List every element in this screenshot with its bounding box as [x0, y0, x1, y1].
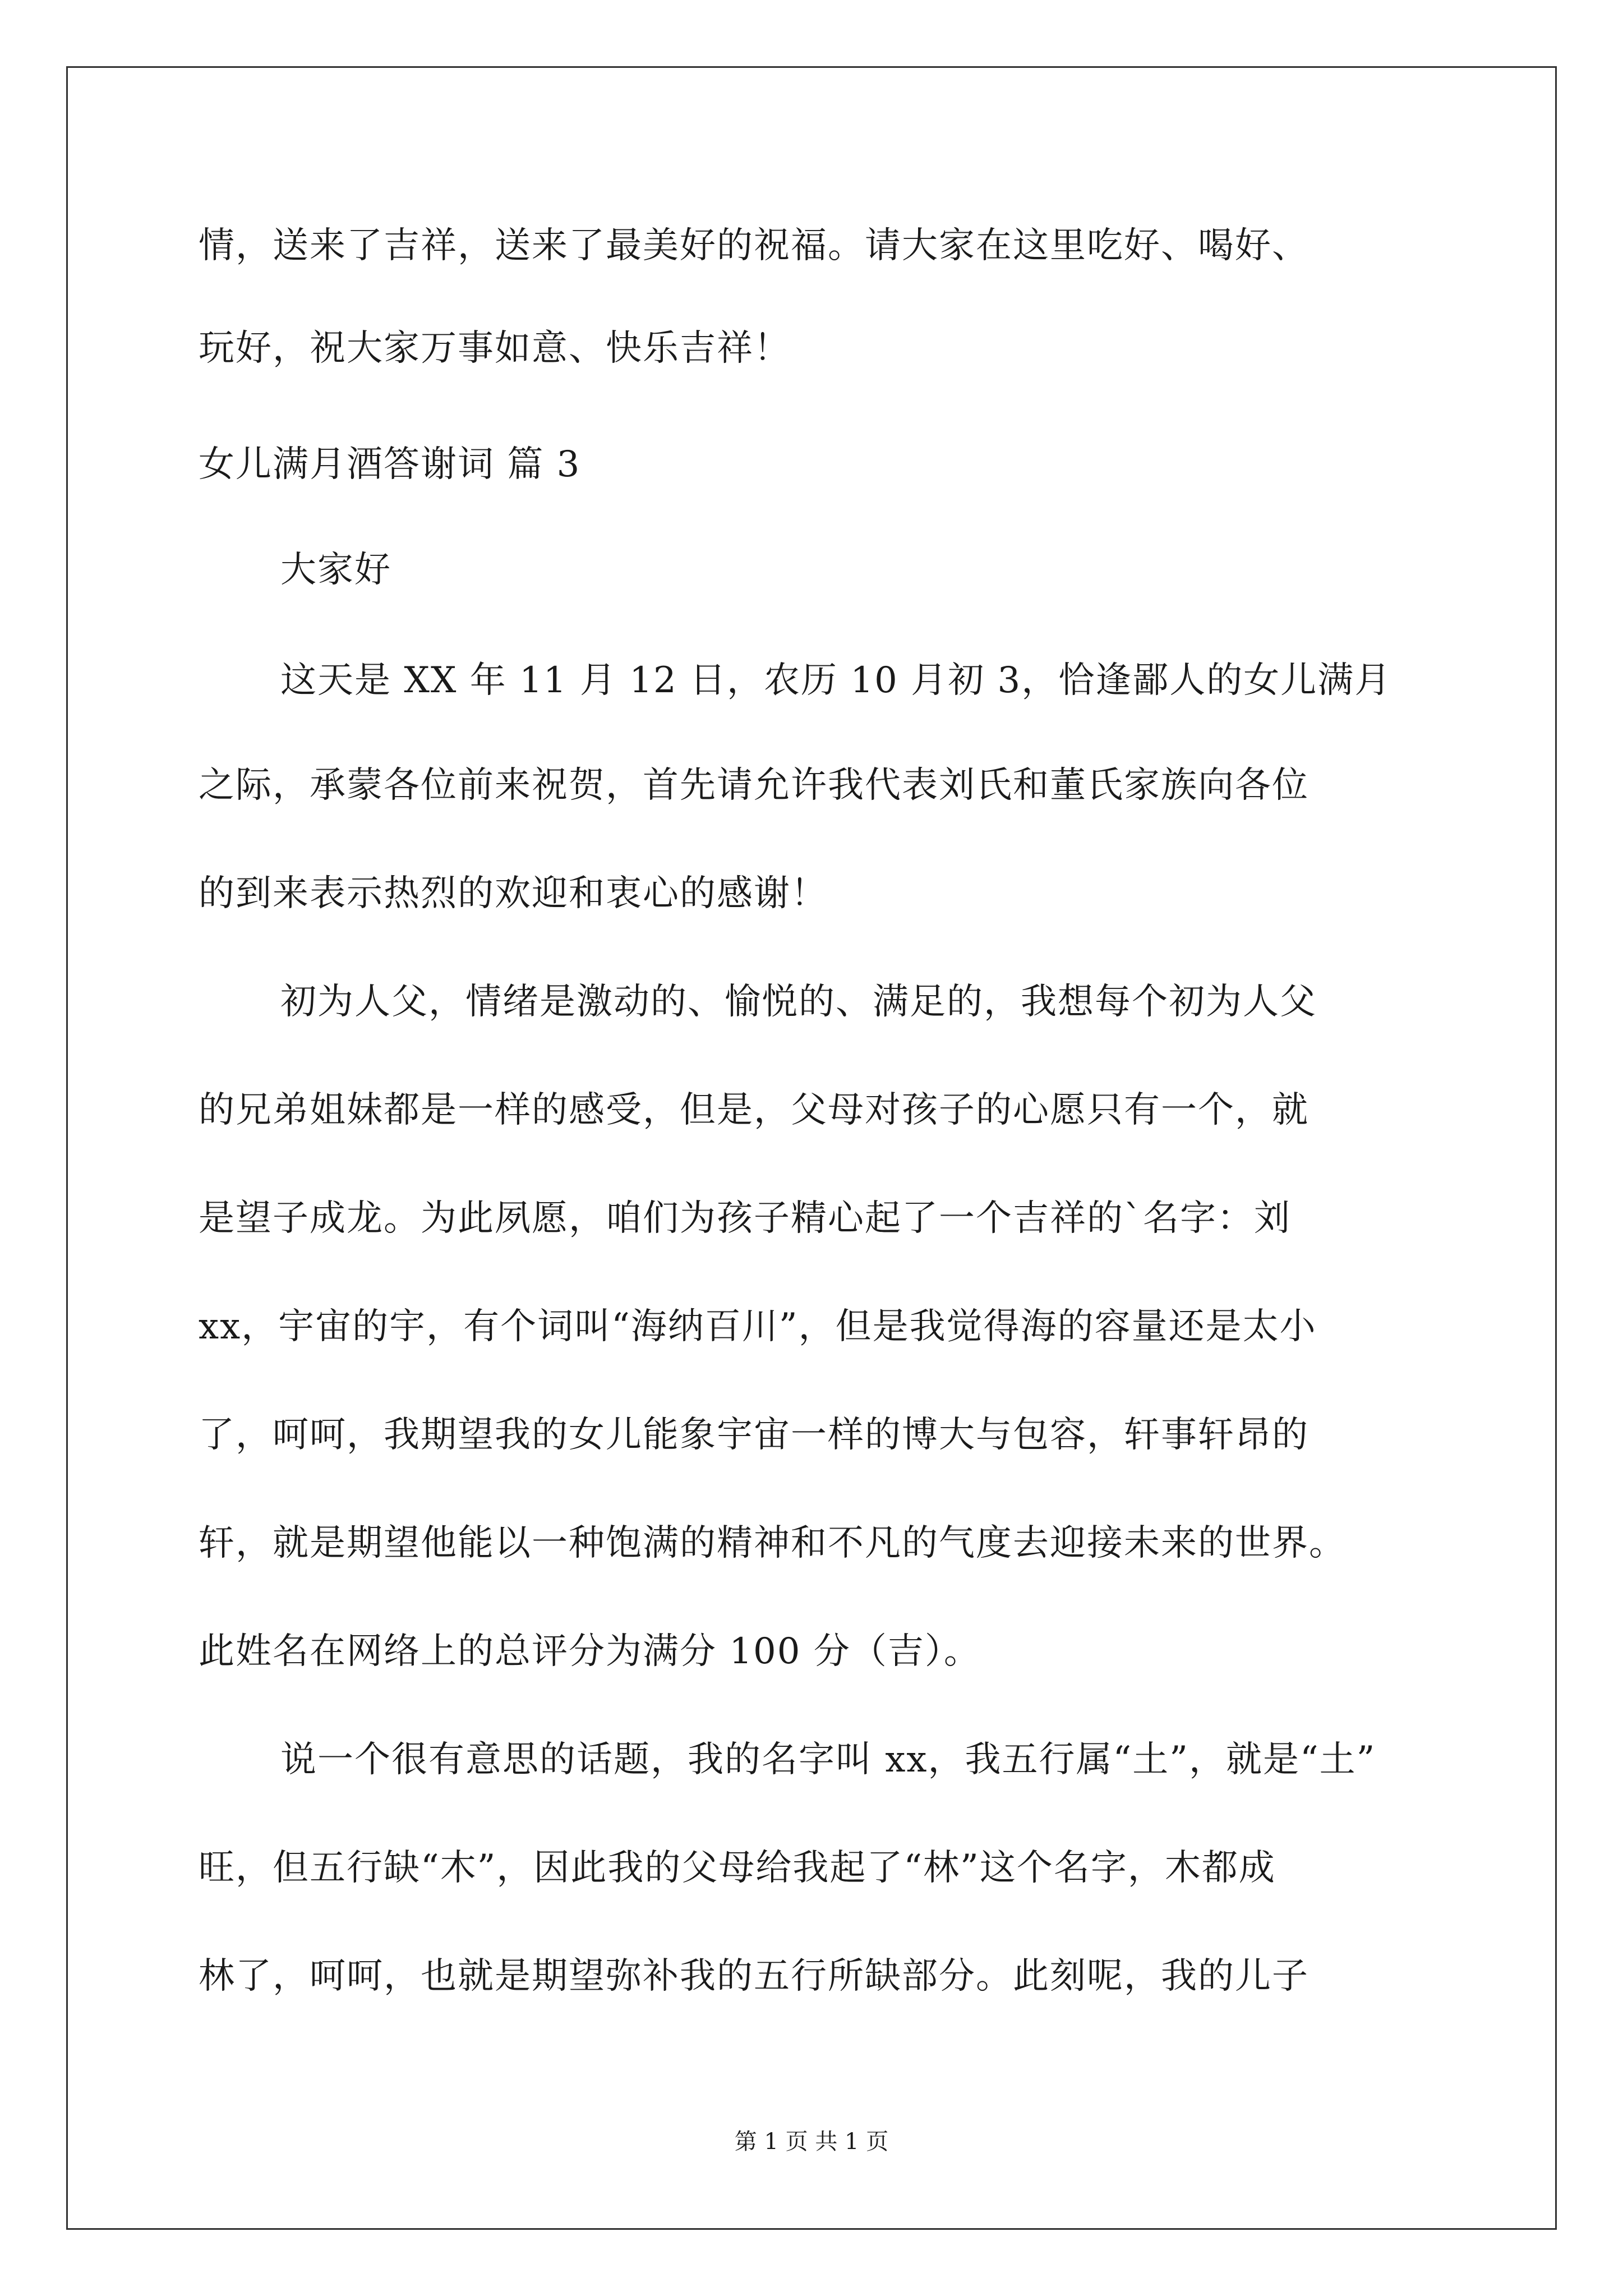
- text-line: 林了，呵呵，也就是期望弥补我的五行所缺部分。此刻呢，我的儿子: [199, 1955, 1309, 1997]
- greeting-line: 大家好: [280, 549, 391, 591]
- text-line: 是望子成龙。为此夙愿，咱们为孩子精心起了一个吉祥的`名字：刘: [199, 1198, 1291, 1239]
- text-line: 情，送来了吉祥，送来了最美好的祝福。请大家在这里吃好、喝好、: [199, 225, 1309, 266]
- text-line: 了，呵呵，我期望我的女儿能象宇宙一样的博大与包容，轩事轩昂的: [199, 1414, 1309, 1456]
- text-line: 玩好，祝大家万事如意、快乐吉祥！: [199, 328, 791, 369]
- page-border: [66, 66, 1557, 2230]
- text-line: 说一个很有意思的话题，我的名字叫 xx，我五行属“土”，就是“土”: [280, 1739, 1376, 1780]
- text-line: 的兄弟姐妹都是一样的感受，但是，父母对孩子的心愿只有一个，就: [199, 1089, 1309, 1131]
- text-line: 的到来表示热烈的欢迎和衷心的感谢！: [199, 873, 828, 914]
- section-heading: 女儿满月酒答谢词 篇 3: [199, 444, 581, 485]
- text-line: 此姓名在网络上的总评分为满分 100 分（吉）。: [199, 1631, 981, 1672]
- text-line: 旺，但五行缺“木”，因此我的父母给我起了“林”这个名字，木都成: [199, 1847, 1276, 1889]
- text-line: 这天是 XX 年 11 月 12 日，农历 10 月初 3，恰逢鄙人的女儿满月: [280, 660, 1392, 701]
- text-line: 轩，就是期望他能以一种饱满的精神和不凡的气度去迎接未来的世界。: [199, 1522, 1346, 1564]
- page-number: 第 1 页 共 1 页: [734, 2129, 889, 2155]
- text-line: 之际，承蒙各位前来祝贺，首先请允许我代表刘氏和董氏家族向各位: [199, 765, 1309, 806]
- text-line: xx，宇宙的宇，有个词叫“海纳百川”，但是我觉得海的容量还是太小: [199, 1306, 1317, 1347]
- text-line: 初为人父，情绪是激动的、愉悦的、满足的，我想每个初为人父: [280, 981, 1317, 1023]
